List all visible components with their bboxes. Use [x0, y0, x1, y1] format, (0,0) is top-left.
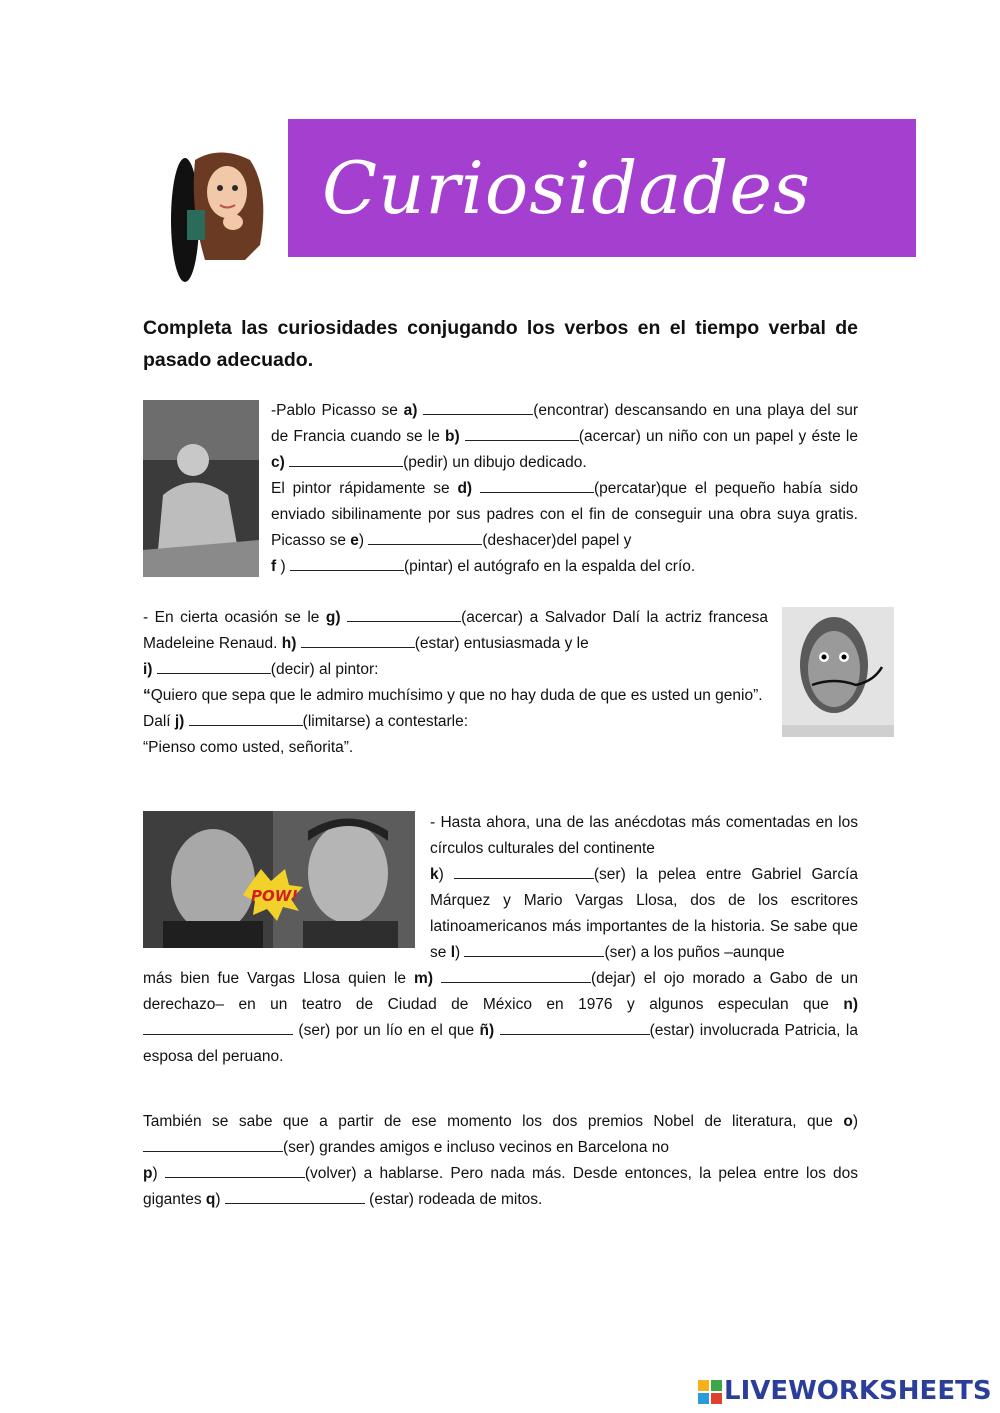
text: )	[455, 944, 461, 961]
text: (ser) grandes amigos e incluso vecinos en Barcelona no	[283, 1139, 669, 1156]
text: (estar) involucrada Patricia, la esposa del peruano.	[143, 1022, 858, 1065]
label-o: o	[843, 1113, 853, 1130]
paragraph-nobel	[143, 1109, 858, 1213]
answer-blank-k[interactable]	[454, 864, 594, 879]
answer-blank-n[interactable]	[143, 1020, 293, 1035]
picasso-photo	[143, 400, 259, 577]
text: (acercar) un niño con un papel y éste le	[578, 428, 858, 445]
dali-quote: Quiero que sepa que le admiro muchísimo y que no hay duda de que es usted un genio”.	[150, 687, 763, 704]
answer-blank-a[interactable]	[423, 400, 533, 415]
text: - En cierta ocasión se le	[143, 609, 326, 626]
text: (ser) a los puños –aunque	[604, 944, 785, 961]
text: (dejar) el ojo morado a Gabo de un derechazo– en un teatro de Ciudad de México en 1976 y algunos especulan que	[143, 970, 858, 1013]
label-ntilde: ñ)	[479, 1022, 495, 1039]
text: (estar) entusiasmada y le	[414, 635, 589, 652]
text: (acercar) a Salvador Dalí la actriz francesa Madeleine Renaud.	[143, 609, 768, 652]
text: )	[358, 532, 369, 549]
answer-blank-c[interactable]	[289, 452, 403, 467]
answer-blank-g[interactable]	[347, 607, 461, 622]
answer-blank-ntilde[interactable]	[500, 1020, 650, 1035]
text: (decir) al pintor:	[270, 661, 379, 678]
logo-text: LIVEWORKSHEETS	[724, 1376, 992, 1406]
label-b: b)	[445, 428, 460, 445]
pow-badge: POW!	[251, 887, 299, 905]
text: Dalí	[143, 713, 175, 730]
answer-blank-h[interactable]	[301, 633, 415, 648]
label-l: l	[450, 944, 455, 961]
text: )	[215, 1191, 225, 1208]
text: El pintor rápidamente se	[271, 480, 458, 497]
text: )	[280, 558, 290, 575]
page-title: Curiosidades	[322, 146, 811, 230]
liveworksheets-icon	[698, 1380, 722, 1404]
answer-blank-f[interactable]	[290, 556, 404, 571]
liveworksheets-logo[interactable]	[698, 1376, 994, 1406]
avatar-illustration	[165, 150, 275, 285]
label-n: n)	[843, 996, 858, 1013]
paragraph-writers-continued	[143, 966, 858, 1070]
answer-blank-q[interactable]	[225, 1189, 365, 1204]
answer-blank-e[interactable]	[368, 530, 482, 545]
instructions: Completa las curiosidades conjugando los verbos en el tiempo verbal de pasado adecuado.	[143, 317, 858, 371]
answer-blank-p[interactable]	[165, 1163, 305, 1178]
text: (pintar) el autógrafo en la espalda del crío.	[403, 558, 696, 575]
label-j: j)	[174, 713, 185, 730]
text: )	[852, 1113, 858, 1130]
text: (percatar)que el pequeño había sido enviado sibilinamente por sus padres con el fin de conseguir una obra suya gratis. Picasso se	[271, 480, 858, 549]
text: (estar) rodeada de mitos.	[364, 1191, 543, 1208]
text: (volver) a hablarse. Pero nada más. Desde entonces, la pelea entre los dos gigantes	[143, 1165, 858, 1208]
answer-blank-j[interactable]	[189, 711, 303, 726]
answer-blank-b[interactable]	[465, 426, 579, 441]
label-f: f	[271, 558, 277, 575]
text: (limitarse) a contestarle:	[302, 713, 469, 730]
text: -Pablo Picasso se	[271, 402, 404, 419]
label-i: i)	[143, 661, 153, 678]
text: - Hasta ahora, una de las anécdotas más comentadas en los círculos culturales del continente	[430, 814, 858, 857]
text: (deshacer)del papel y	[482, 532, 632, 549]
label-c: c)	[271, 454, 285, 471]
text: )	[152, 1165, 165, 1182]
answer-blank-i[interactable]	[157, 659, 271, 674]
label-h: h)	[281, 635, 297, 652]
label-a: a)	[403, 402, 418, 419]
dali-photo	[782, 607, 894, 737]
text: )	[438, 866, 444, 883]
paragraph-writers	[430, 810, 858, 966]
label-k: k	[430, 866, 439, 883]
paragraph-dali	[143, 605, 768, 761]
answer-blank-l[interactable]	[464, 942, 604, 957]
text: (encontrar) descansando en una playa del sur de Francia cuando se le	[271, 402, 859, 445]
text: (ser) por un lío en el que	[293, 1022, 480, 1039]
quote-open-mark: “	[143, 687, 151, 704]
text: más bien fue Vargas Llosa quien le	[143, 970, 415, 987]
dali-reply: “Pienso como usted, señorita”.	[143, 739, 354, 756]
paragraph-picasso	[271, 398, 858, 580]
label-q: q	[205, 1191, 216, 1208]
answer-blank-o[interactable]	[143, 1137, 283, 1152]
label-g: g)	[325, 609, 341, 626]
label-e: e	[350, 532, 359, 549]
text: (ser) la pelea entre Gabriel García Márquez y Mario Vargas Llosa, dos de los escritores latinoamericanos más importantes de la historia. Se sabe que se	[430, 866, 858, 961]
text: (pedir) un dibujo dedicado.	[403, 454, 587, 471]
text: También se sabe que a partir de ese momento los dos premios Nobel de literatura, que	[143, 1113, 844, 1130]
answer-blank-m[interactable]	[441, 968, 591, 983]
writers-photo	[143, 811, 415, 948]
answer-blank-d[interactable]	[480, 478, 594, 493]
label-d: d)	[457, 480, 473, 497]
label-p: p	[143, 1165, 153, 1182]
label-m: m)	[414, 970, 433, 987]
avatar	[165, 150, 275, 285]
